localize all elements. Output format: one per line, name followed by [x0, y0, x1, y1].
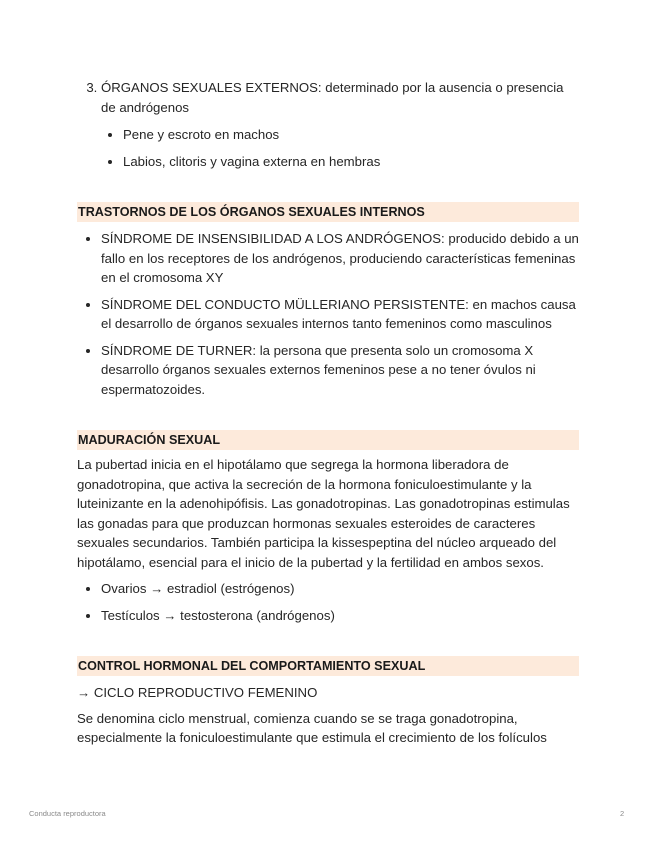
list-item: • SÍNDROME DE INSENSIBILIDAD A LOS ANDRÓGENOS: producido debido a un fallo en los receptores de los andrógenos, produciendo características femeninas en el cromosoma XY [101, 229, 579, 288]
list-item: • Testículos → testosterona (andrógenos) [101, 606, 579, 626]
list-item: • Ovarios → estradiol (estrógenos) [101, 579, 579, 599]
footer-doc-title: Conducta reproductora [29, 809, 106, 818]
paragraph: Se denomina ciclo menstrual, comienza cuando se se traga gonadotropina, especialmente la foniculoestimulante que estimula el crecimiento de los folículos [77, 710, 547, 745]
bullet-list [77, 579, 579, 625]
bullet-list [77, 229, 579, 399]
section-heading-trastornos: TRASTORNOS DE LOS ÓRGANOS SEXUALES INTERNOS [77, 202, 579, 222]
list-item: • Labios, clitoris y vagina externa en hembras [123, 152, 579, 172]
list-item: • Pene y escroto en machos [123, 125, 579, 145]
section-heading-maduracion: MADURACIÓN SEXUAL [77, 430, 579, 450]
subheading: → CICLO REPRODUCTIVO FEMENINO [77, 685, 318, 700]
page-content [77, 78, 579, 748]
footer-page-number: 2 [620, 809, 625, 818]
paragraph: La pubertad inicia en el hipotálamo que segrega la hormona liberadora de gonadotropina, que activa la secreción de la hormona foniculoestimulante y la luteinizante en la adenohipófisis. Las gonadotropinas. Las gonadotropinas estimulas las gonadas para que produzcan hormonas sexuales esteroides de caracteres sexuales secundarios. También participa la kissespeptina del núcleo arqueado del hipotálamo, esencial para el inicio de la pubertad y la fertilidad en ambos sexos. [77, 457, 570, 570]
bullet-list [101, 125, 579, 171]
list-item: • SÍNDROME DE TURNER: la persona que presenta solo un cromosoma X desarrollo órganos sexuales externos femeninos pese a no tener óvulos ni espermatozoides. [101, 341, 579, 400]
list-item-text: ÓRGANOS SEXUALES EXTERNOS: determinado por la ausencia o presencia de andrógenos [101, 80, 564, 115]
list-item-organos-externos [101, 78, 579, 171]
list-item: • SÍNDROME DEL CONDUCTO MÜLLERIANO PERSISTENTE: en machos causa el desarrollo de órganos sexuales internos tanto femeninos como masculinos [101, 295, 579, 334]
section-heading-control: CONTROL HORMONAL DEL COMPORTAMIENTO SEXUAL [77, 656, 579, 676]
numbered-list [77, 78, 579, 171]
